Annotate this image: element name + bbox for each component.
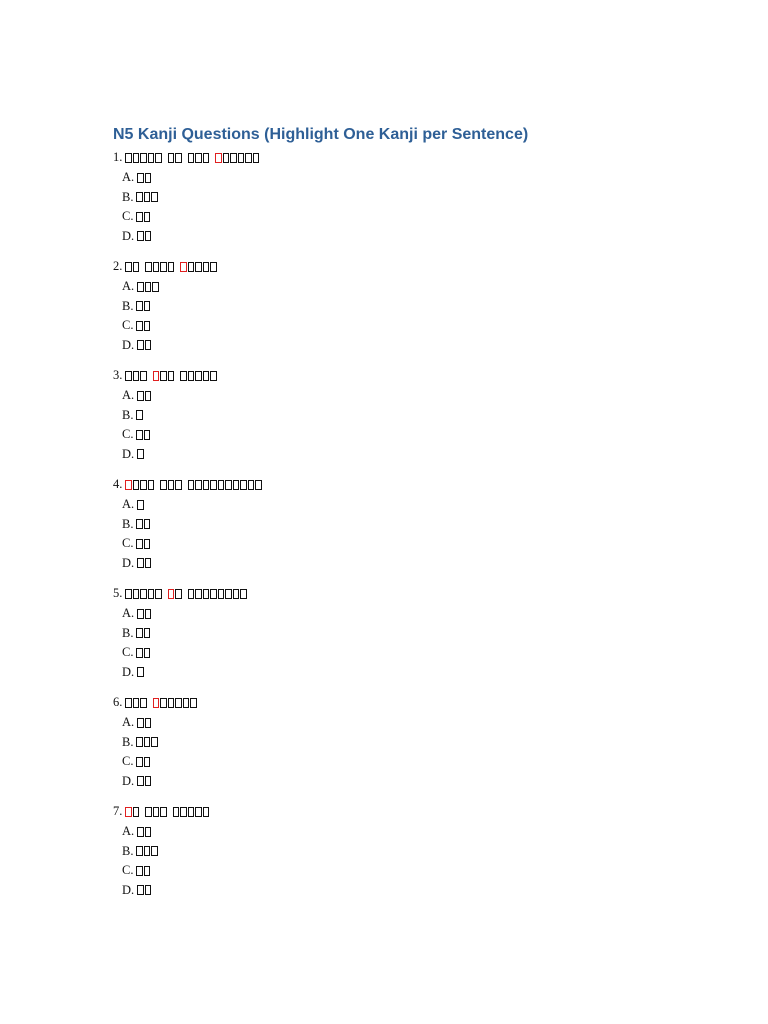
option-letter: C.	[122, 645, 134, 659]
document-page	[113, 124, 713, 911]
missing-glyph-box	[175, 589, 182, 599]
missing-glyph-box	[233, 480, 240, 490]
missing-glyph-box	[137, 667, 144, 677]
question-sentence	[113, 693, 713, 713]
missing-glyph-box	[153, 807, 160, 817]
missing-glyph-box	[140, 698, 147, 708]
option-letter: D.	[122, 228, 135, 243]
option-letter: A.	[122, 824, 135, 838]
missing-glyph-box	[188, 589, 195, 599]
answer-option	[113, 386, 713, 406]
option-text	[136, 321, 151, 331]
sentence-word	[153, 371, 176, 381]
sentence-word	[153, 698, 198, 708]
question-number: 7.	[113, 804, 123, 819]
answer-option	[113, 881, 713, 901]
question-number: 1.	[113, 150, 123, 165]
option-letter: A.	[122, 279, 135, 293]
sentence-word	[125, 589, 163, 599]
option-letter: D.	[122, 664, 135, 679]
option-text	[137, 340, 152, 350]
missing-glyph-box	[136, 628, 143, 638]
missing-glyph-box	[160, 698, 167, 708]
missing-glyph-box	[136, 866, 143, 876]
missing-glyph-box	[137, 885, 144, 895]
missing-glyph-box	[140, 589, 147, 599]
question-sentence	[113, 475, 713, 495]
missing-glyph-box	[218, 589, 225, 599]
option-text	[136, 737, 159, 747]
option-text	[137, 282, 160, 292]
question-item	[113, 257, 713, 355]
missing-glyph-box	[151, 846, 158, 856]
missing-glyph-box	[203, 589, 210, 599]
missing-glyph-box	[195, 480, 202, 490]
option-letter: B.	[122, 843, 134, 858]
option-text	[136, 846, 159, 856]
answer-option	[113, 772, 713, 792]
sentence-word	[173, 807, 211, 817]
missing-glyph-box	[203, 807, 210, 817]
missing-glyph-box	[230, 153, 237, 163]
sentence-word	[125, 262, 140, 272]
option-letter: B.	[122, 734, 134, 749]
missing-glyph-box	[144, 628, 151, 638]
missing-glyph-box	[148, 153, 155, 163]
missing-glyph-box	[195, 371, 202, 381]
answer-option	[113, 445, 713, 465]
option-text	[136, 192, 159, 202]
missing-glyph-box	[210, 371, 217, 381]
missing-glyph-box	[148, 589, 155, 599]
sentence-word	[180, 262, 218, 272]
question-list	[113, 148, 713, 900]
missing-glyph-box	[144, 757, 151, 767]
missing-glyph-box	[133, 480, 140, 490]
missing-glyph-box	[168, 371, 175, 381]
missing-glyph-box	[137, 718, 144, 728]
missing-glyph-box	[136, 519, 143, 529]
question-number: 5.	[113, 586, 123, 601]
missing-glyph-box	[137, 827, 144, 837]
missing-glyph-box	[155, 589, 162, 599]
missing-glyph-box	[188, 807, 195, 817]
missing-glyph-box	[145, 262, 152, 272]
missing-glyph-box	[168, 262, 175, 272]
missing-glyph-box	[145, 173, 152, 183]
answer-option	[113, 336, 713, 356]
missing-glyph-box	[175, 698, 182, 708]
missing-glyph-box	[137, 282, 144, 292]
highlighted-kanji-glyph	[125, 807, 132, 817]
missing-glyph-box	[137, 340, 144, 350]
missing-glyph-box	[223, 153, 230, 163]
missing-glyph-box	[125, 262, 132, 272]
missing-glyph-box	[151, 737, 158, 747]
missing-glyph-box	[137, 776, 144, 786]
missing-glyph-box	[145, 807, 152, 817]
answer-option	[113, 733, 713, 753]
document-title: N5 Kanji Questions (Highlight One Kanji per Sentence)	[113, 126, 529, 143]
option-letter: C.	[122, 318, 134, 332]
option-letter: B.	[122, 298, 134, 313]
option-letter: D.	[122, 337, 135, 352]
missing-glyph-box	[203, 480, 210, 490]
question-sentence	[113, 148, 713, 168]
sentence-word	[125, 371, 148, 381]
option-letter: C.	[122, 754, 134, 768]
missing-glyph-box	[137, 500, 144, 510]
option-text	[137, 173, 152, 183]
missing-glyph-box	[140, 480, 147, 490]
option-text	[137, 558, 152, 568]
answer-option	[113, 168, 713, 188]
missing-glyph-box	[153, 262, 160, 272]
missing-glyph-box	[125, 589, 132, 599]
option-text	[137, 609, 152, 619]
missing-glyph-box	[145, 340, 152, 350]
missing-glyph-box	[144, 212, 151, 222]
missing-glyph-box	[136, 539, 143, 549]
missing-glyph-box	[155, 153, 162, 163]
option-text	[137, 449, 145, 459]
missing-glyph-box	[160, 371, 167, 381]
answer-option	[113, 316, 713, 336]
answer-option	[113, 188, 713, 208]
missing-glyph-box	[145, 558, 152, 568]
option-text	[136, 648, 151, 658]
answer-option	[113, 227, 713, 247]
missing-glyph-box	[144, 301, 151, 311]
option-text	[136, 539, 151, 549]
option-text	[136, 301, 151, 311]
option-letter: B.	[122, 625, 134, 640]
missing-glyph-box	[168, 698, 175, 708]
option-letter: A.	[122, 388, 135, 402]
highlighted-kanji-glyph	[153, 698, 160, 708]
option-letter: C.	[122, 209, 134, 223]
missing-glyph-box	[125, 698, 132, 708]
sentence-word	[125, 480, 155, 490]
missing-glyph-box	[160, 480, 167, 490]
option-text	[136, 212, 151, 222]
missing-glyph-box	[136, 212, 143, 222]
option-letter: C.	[122, 863, 134, 877]
missing-glyph-box	[145, 827, 152, 837]
option-text	[137, 231, 152, 241]
question-item	[113, 148, 713, 246]
missing-glyph-box	[175, 480, 182, 490]
answer-option	[113, 554, 713, 574]
missing-glyph-box	[255, 480, 262, 490]
option-letter: B.	[122, 189, 134, 204]
highlighted-kanji-glyph	[180, 262, 187, 272]
missing-glyph-box	[195, 153, 202, 163]
option-text	[136, 430, 151, 440]
missing-glyph-box	[140, 153, 147, 163]
option-text	[136, 866, 151, 876]
option-letter: C.	[122, 536, 134, 550]
missing-glyph-box	[160, 807, 167, 817]
missing-glyph-box	[144, 321, 151, 331]
missing-glyph-box	[145, 609, 152, 619]
sentence-word	[125, 807, 140, 817]
option-letter: C.	[122, 427, 134, 441]
question-item	[113, 584, 713, 682]
missing-glyph-box	[145, 231, 152, 241]
missing-glyph-box	[137, 558, 144, 568]
answer-option	[113, 842, 713, 862]
option-text	[137, 776, 152, 786]
highlighted-kanji-glyph	[153, 371, 160, 381]
missing-glyph-box	[148, 480, 155, 490]
option-text	[136, 628, 151, 638]
missing-glyph-box	[183, 698, 190, 708]
missing-glyph-box	[136, 430, 143, 440]
sentence-word	[188, 589, 248, 599]
highlighted-kanji-glyph	[168, 589, 175, 599]
option-text	[137, 718, 152, 728]
missing-glyph-box	[188, 371, 195, 381]
missing-glyph-box	[137, 449, 144, 459]
option-letter: D.	[122, 882, 135, 897]
missing-glyph-box	[133, 807, 140, 817]
answer-option	[113, 515, 713, 535]
missing-glyph-box	[136, 648, 143, 658]
missing-glyph-box	[225, 589, 232, 599]
missing-glyph-box	[238, 153, 245, 163]
missing-glyph-box	[245, 153, 252, 163]
missing-glyph-box	[144, 539, 151, 549]
missing-glyph-box	[225, 480, 232, 490]
missing-glyph-box	[137, 173, 144, 183]
sentence-word	[188, 153, 211, 163]
missing-glyph-box	[195, 807, 202, 817]
option-letter: A.	[122, 606, 135, 620]
missing-glyph-box	[133, 371, 140, 381]
missing-glyph-box	[173, 807, 180, 817]
answer-option	[113, 406, 713, 426]
missing-glyph-box	[145, 282, 152, 292]
option-letter: A.	[122, 170, 135, 184]
missing-glyph-box	[253, 153, 260, 163]
missing-glyph-box	[144, 846, 151, 856]
missing-glyph-box	[133, 262, 140, 272]
missing-glyph-box	[218, 480, 225, 490]
missing-glyph-box	[190, 698, 197, 708]
sentence-word	[180, 371, 218, 381]
answer-option	[113, 663, 713, 683]
option-letter: A.	[122, 497, 135, 511]
option-letter: D.	[122, 773, 135, 788]
answer-option	[113, 713, 713, 733]
answer-option	[113, 495, 713, 515]
option-text	[136, 757, 151, 767]
missing-glyph-box	[137, 391, 144, 401]
missing-glyph-box	[210, 589, 217, 599]
missing-glyph-box	[136, 321, 143, 331]
option-letter: B.	[122, 516, 134, 531]
missing-glyph-box	[136, 192, 143, 202]
missing-glyph-box	[140, 371, 147, 381]
answer-option	[113, 534, 713, 554]
question-item	[113, 802, 713, 900]
missing-glyph-box	[168, 153, 175, 163]
missing-glyph-box	[144, 648, 151, 658]
missing-glyph-box	[137, 231, 144, 241]
missing-glyph-box	[125, 153, 132, 163]
sentence-word	[188, 480, 263, 490]
answer-option	[113, 752, 713, 772]
sentence-word	[125, 698, 148, 708]
missing-glyph-box	[248, 480, 255, 490]
option-text	[137, 500, 145, 510]
sentence-word	[145, 807, 168, 817]
answer-option	[113, 624, 713, 644]
question-number: 2.	[113, 259, 123, 274]
question-item	[113, 475, 713, 573]
answer-option	[113, 207, 713, 227]
question-number: 6.	[113, 695, 123, 710]
answer-option	[113, 604, 713, 624]
question-number: 3.	[113, 368, 123, 383]
missing-glyph-box	[136, 846, 143, 856]
sentence-word	[160, 480, 183, 490]
missing-glyph-box	[145, 885, 152, 895]
answer-option	[113, 277, 713, 297]
missing-glyph-box	[133, 698, 140, 708]
sentence-word	[145, 262, 175, 272]
missing-glyph-box	[144, 737, 151, 747]
missing-glyph-box	[144, 192, 151, 202]
answer-option	[113, 643, 713, 663]
option-text	[137, 667, 145, 677]
missing-glyph-box	[144, 430, 151, 440]
missing-glyph-box	[210, 480, 217, 490]
missing-glyph-box	[136, 301, 143, 311]
option-text	[136, 410, 144, 420]
missing-glyph-box	[203, 371, 210, 381]
sentence-word	[168, 589, 183, 599]
question-item	[113, 366, 713, 464]
missing-glyph-box	[152, 282, 159, 292]
question-number: 4.	[113, 477, 123, 492]
question-sentence	[113, 802, 713, 822]
question-sentence	[113, 366, 713, 386]
missing-glyph-box	[180, 371, 187, 381]
option-letter: D.	[122, 446, 135, 461]
option-letter: B.	[122, 407, 134, 422]
missing-glyph-box	[168, 480, 175, 490]
missing-glyph-box	[144, 519, 151, 529]
missing-glyph-box	[195, 262, 202, 272]
option-text	[137, 885, 152, 895]
missing-glyph-box	[160, 262, 167, 272]
answer-option	[113, 425, 713, 445]
option-text	[137, 827, 152, 837]
missing-glyph-box	[133, 153, 140, 163]
missing-glyph-box	[145, 718, 152, 728]
missing-glyph-box	[151, 192, 158, 202]
highlighted-kanji-glyph	[125, 480, 132, 490]
missing-glyph-box	[180, 807, 187, 817]
question-item	[113, 693, 713, 791]
option-letter: A.	[122, 715, 135, 729]
missing-glyph-box	[145, 776, 152, 786]
option-text	[137, 391, 152, 401]
sentence-word	[125, 153, 163, 163]
missing-glyph-box	[136, 410, 143, 420]
missing-glyph-box	[144, 866, 151, 876]
missing-glyph-box	[240, 480, 247, 490]
missing-glyph-box	[203, 153, 210, 163]
answer-option	[113, 297, 713, 317]
missing-glyph-box	[203, 262, 210, 272]
missing-glyph-box	[145, 391, 152, 401]
option-text	[136, 519, 151, 529]
sentence-word	[168, 153, 183, 163]
missing-glyph-box	[188, 153, 195, 163]
missing-glyph-box	[136, 737, 143, 747]
missing-glyph-box	[188, 262, 195, 272]
missing-glyph-box	[136, 757, 143, 767]
missing-glyph-box	[210, 262, 217, 272]
sentence-word	[215, 153, 260, 163]
question-sentence	[113, 584, 713, 604]
option-letter: D.	[122, 555, 135, 570]
missing-glyph-box	[175, 153, 182, 163]
missing-glyph-box	[125, 371, 132, 381]
missing-glyph-box	[137, 609, 144, 619]
missing-glyph-box	[133, 589, 140, 599]
missing-glyph-box	[240, 589, 247, 599]
highlighted-kanji-glyph	[215, 153, 222, 163]
missing-glyph-box	[188, 480, 195, 490]
missing-glyph-box	[233, 589, 240, 599]
question-sentence	[113, 257, 713, 277]
answer-option	[113, 861, 713, 881]
answer-option	[113, 822, 713, 842]
missing-glyph-box	[195, 589, 202, 599]
